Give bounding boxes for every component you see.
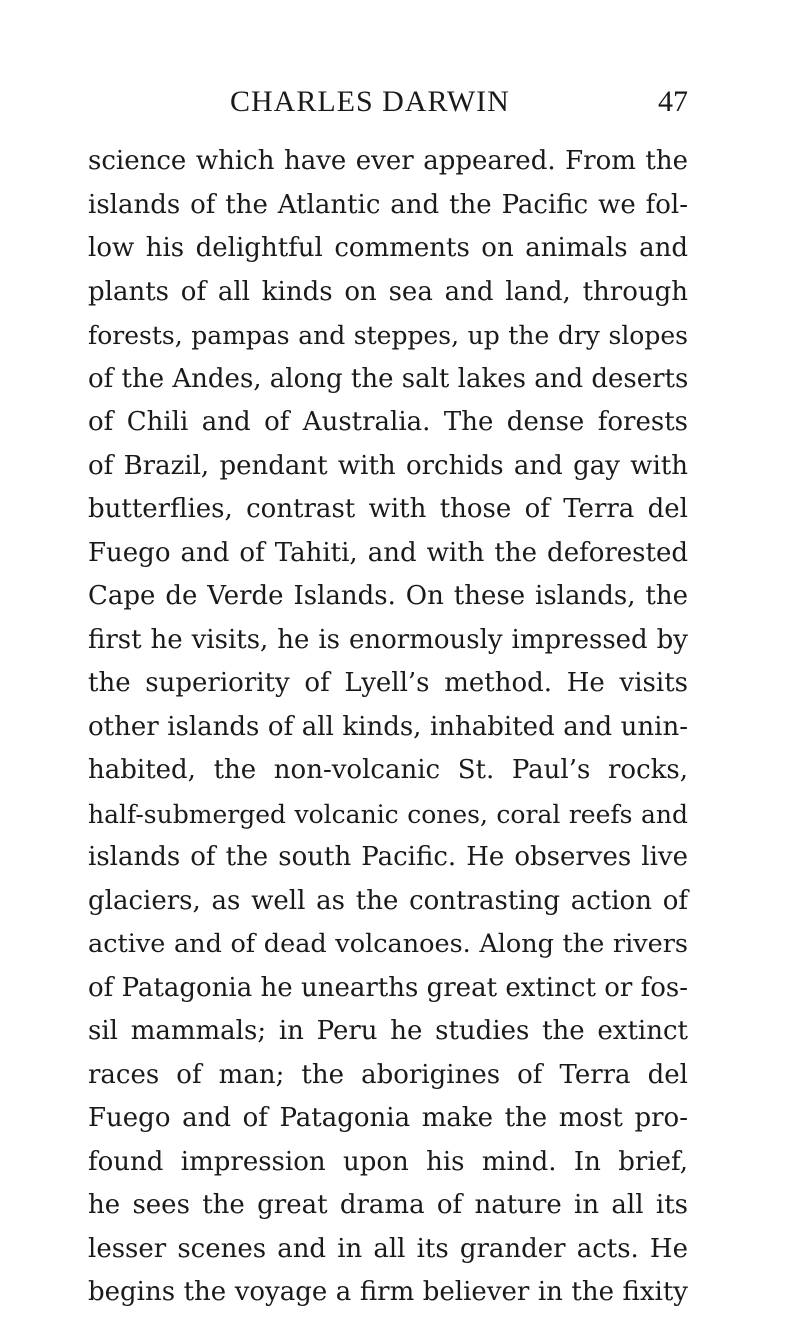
text-line: of Chili and of Australia. The dense forests bbox=[88, 407, 688, 437]
text-line: half-submerged volcanic cones, coral reefs and bbox=[88, 799, 688, 829]
text-line: Cape de Verde Islands. On these islands, the bbox=[88, 581, 688, 611]
text-line: first he visits, he is enormously impressed by bbox=[88, 624, 688, 655]
text-line: races of man; the aborigines of Terra del bbox=[88, 1059, 688, 1090]
body-text bbox=[88, 140, 688, 1315]
text-line: of Brazil, pendant with orchids and gay with bbox=[88, 450, 688, 481]
text-line: Fuego and of Tahiti, and with the deforested bbox=[88, 537, 688, 568]
text-line: butterflies, contrast with those of Terra del bbox=[88, 494, 688, 524]
text-line: science which have ever appeared. From the bbox=[88, 146, 688, 176]
text-line: sil mammals; in Peru he studies the extinct bbox=[88, 1016, 688, 1046]
text-line: of Patagonia he unearths great extinct or fos- bbox=[88, 972, 688, 1003]
text-line: Fuego and of Patagonia make the most pro- bbox=[88, 1103, 688, 1133]
text-line: low his delightful comments on animals and bbox=[88, 233, 688, 263]
running-title: CHARLES DARWIN bbox=[230, 85, 510, 118]
text-line: plants of all kinds on sea and land, through bbox=[88, 276, 688, 307]
page-number: 47 bbox=[658, 85, 688, 118]
text-line: lesser scenes and in all its grander acts. He bbox=[88, 1233, 688, 1264]
text-line: begins the voyage a firm believer in the fixity bbox=[88, 1277, 688, 1307]
text-line: forests, pampas and steppes, up the dry slopes bbox=[88, 321, 688, 350]
running-head bbox=[88, 85, 688, 125]
text-line: the superiority of Lyell’s method. He visits bbox=[88, 668, 688, 698]
text-line: he sees the great drama of nature in all its bbox=[88, 1190, 688, 1220]
text-line: glaciers, as well as the contrasting action of bbox=[88, 885, 688, 916]
text-line: active and of dead volcanoes. Along the rivers bbox=[88, 929, 688, 959]
text-line: islands of the south Pacific. He observes live bbox=[88, 842, 688, 872]
text-line: of the Andes, along the salt lakes and deserts bbox=[88, 363, 689, 394]
text-line: habited, the non-volcanic St. Paul’s rocks, bbox=[88, 755, 688, 785]
text-line: islands of the Atlantic and the Pacific we fol- bbox=[88, 189, 688, 220]
text-line: other islands of all kinds, inhabited and unin- bbox=[88, 711, 688, 742]
text-line: found impression upon his mind. In brief, bbox=[88, 1146, 688, 1177]
